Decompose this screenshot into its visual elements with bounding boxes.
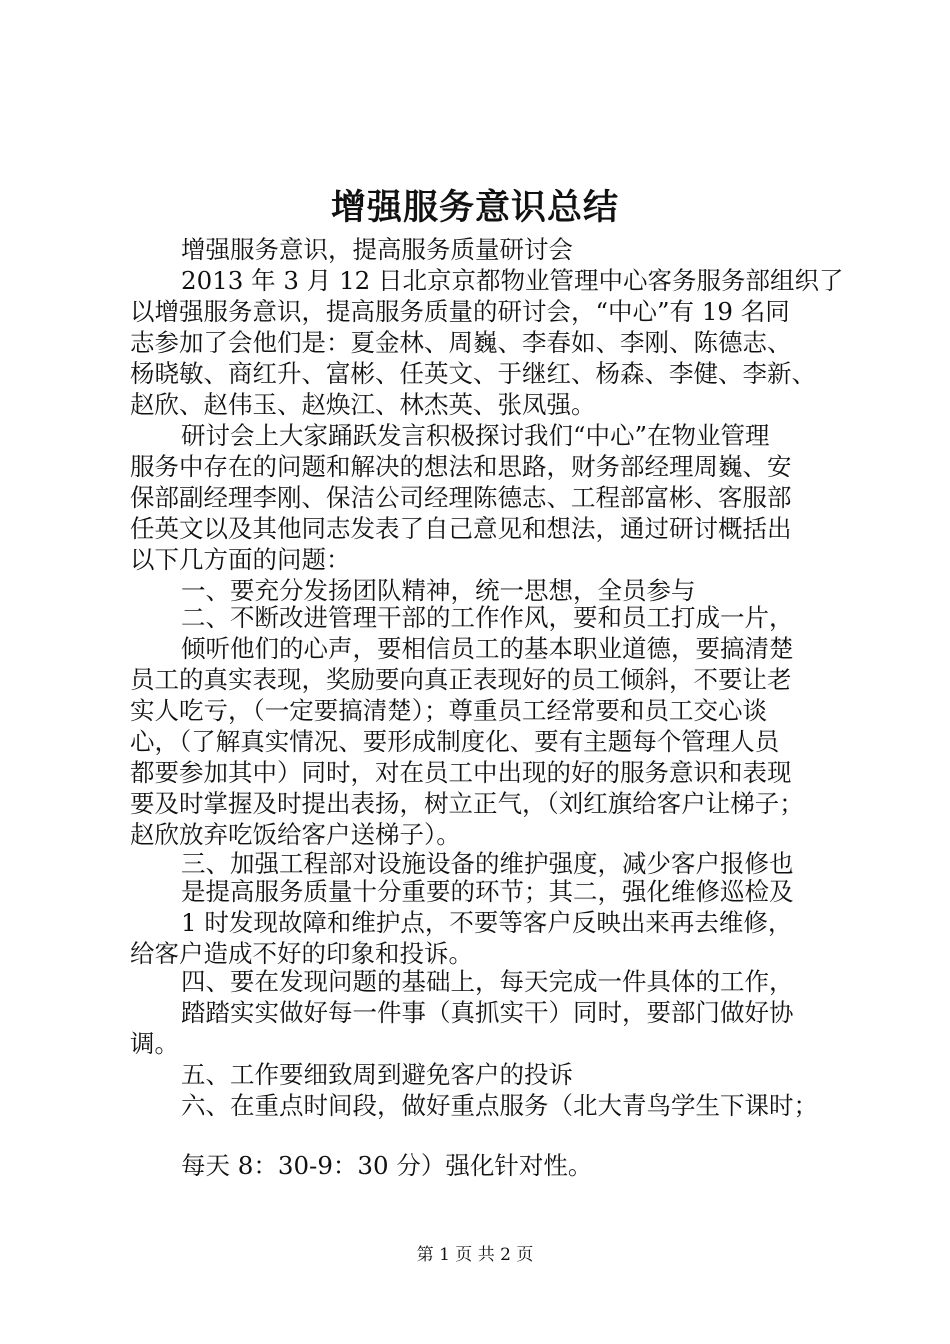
text-line: 志参加了会他们是：夏金林、周巍、李春如、李刚、陈德志、 — [130, 328, 792, 357]
text-line: 四、要在发现问题的基础上，每天完成一件具体的工作， — [181, 967, 794, 996]
text-line: 赵欣、赵伟玉、赵焕江、林杰英、张凤强。 — [130, 390, 596, 419]
text-line: 杨晓敏、商红升、富彬、任英文、于继红、杨森、李健、李新、 — [130, 359, 816, 388]
text-line: 每天 8：30-9：30 分）强化针对性。 — [181, 1151, 593, 1180]
text-line: 以增强服务意识，提高服务质量的研讨会，“中心”有 19 名同 — [130, 297, 790, 326]
text-line: 服务中存在的问题和解决的想法和思路，财务部经理周巍、安 — [130, 452, 792, 481]
text-line: 实人吃亏，（一定要搞清楚）；尊重员工经常要和员工交心谈 — [130, 696, 767, 725]
text-line: 要及时掌握及时提出表扬，树立正气，（刘红旗给客户让梯子； — [130, 789, 804, 818]
text-line: 倾听他们的心声，要相信员工的基本职业道德，要搞清楚 — [181, 634, 794, 663]
text-line: 是提高服务质量十分重要的环节；其二，强化维修巡检及 — [181, 877, 794, 906]
text-line: 二、不断改进管理干部的工作作风，要和员工打成一片， — [181, 603, 794, 632]
text-line: 保部副经理李刚、保洁公司经理陈德志、工程部富彬、客服部 — [130, 483, 792, 512]
text-line: 1 时发现故障和维护点，不要等客户反映出来再去维修， — [181, 908, 793, 937]
text-line: 2013 年 3 月 12 日北京京都物业管理中心客务服务部组织了 — [181, 266, 844, 295]
document-title: 增强服务意识总结 — [330, 187, 619, 228]
text-line: 赵欣放弃吃饭给客户送梯子）。 — [130, 820, 461, 849]
text-line: 任英文以及其他同志发表了自己意见和想法，通过研讨概括出 — [130, 514, 792, 543]
text-line: 六、在重点时间段，做好重点服务（北大青鸟学生下课时； — [181, 1091, 818, 1120]
text-line: 三、加强工程部对设施设备的维护强度，减少客户报修也 — [181, 849, 794, 878]
text-line: 研讨会上大家踊跃发言积极探讨我们“中心”在物业管理 — [181, 421, 770, 450]
text-line: 五、工作要细致周到避免客户的投诉 — [181, 1060, 573, 1089]
text-line: 都要参加其中）同时，对在员工中出现的好的服务意识和表现 — [130, 758, 792, 787]
text-line: 心，（了解真实情况、要形成制度化、要有主题每个管理人员 — [130, 727, 780, 756]
text-line: 以下几方面的问题： — [130, 545, 351, 574]
text-line: 员工的真实表现，奖励要向真正表现好的员工倾斜，不要让老 — [130, 665, 792, 694]
page-footer: 第 1 页 共 2 页 — [416, 1245, 534, 1265]
text-line: 一、要充分发扬团队精神，统一思想，全员参与 — [181, 576, 696, 605]
text-line: 调。 — [130, 1029, 179, 1058]
text-line: 踏踏实实做好每一件事（真抓实干）同时，要部门做好协 — [181, 998, 794, 1027]
text-line: 增强服务意识，提高服务质量研讨会 — [181, 235, 573, 264]
text-line: 给客户造成不好的印象和投诉。 — [130, 939, 473, 968]
